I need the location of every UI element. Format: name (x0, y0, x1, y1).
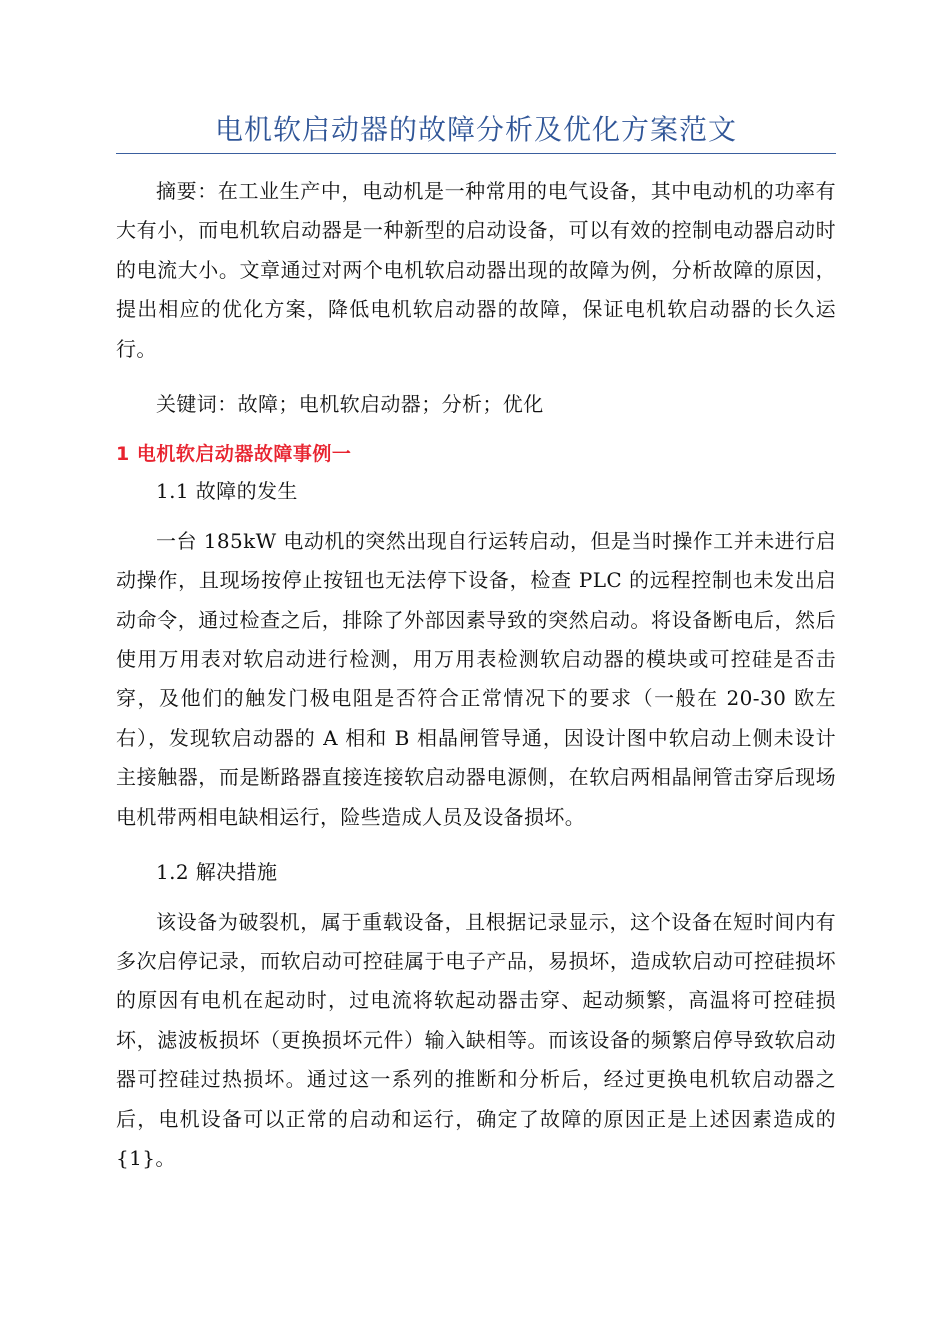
abstract-paragraph: 摘要：在工业生产中，电动机是一种常用的电气设备，其中电动机的功率有大有小，而电机软启动器是一种新型的启动设备，可以有效的控制电动器启动时的电流大小。文章通过对两个电机软启动器出现的故障为例，分析故障的原因，提出相应的优化方案，降低电机软启动器的故障，保证电机软启动器的长久运行。 (116, 179, 836, 361)
subsection-1-1-heading: 1.1 故障的发生 (156, 479, 298, 504)
section-1-heading: 1 电机软启动器故障事例一 (116, 443, 352, 466)
title-underline (116, 153, 836, 154)
keywords-line: 关键词：故障；电机软启动器；分析；优化 (156, 392, 544, 417)
subsection-1-2-heading: 1.2 解决措施 (156, 860, 278, 885)
document-body (116, 172, 836, 1178)
subsection-1-2-body: 该设备为破裂机，属于重载设备，且根据记录显示，这个设备在短时间内有多次启停记录，而软启动可控硅属于电子产品，易损坏，造成软启动可控硅损坏的原因有电机在起动时，过电流将软起动器击穿、起动频繁，高温将可控硅损坏，滤波板损坏（更换损坏元件）输入缺相等。而该设备的频繁启停导致软启动器可控硅过热损坏。通过这一系列的推断和分析后，经过更换电机软启动器之后，电机设备可以正常的启动和运行，确定了故障的原因正是上述因素造成的{1}。 (116, 909, 836, 1170)
subsection-1-1-body: 一台 185kW 电动机的突然出现自行运转启动，但是当时操作工并未进行启动操作，且现场按停止按钮也无法停下设备，检查 PLC 的远程控制也未发出启动命令，通过检查之后，排除了外部因素导致的突然启动。将设备断电后，然后使用万用表对软启动进行检测，用万用表检测软启动器的模块或可控硅是否击穿，及他们的触发门极电阻是否符合正常情况下的要求（一般在 20-30 欧左右），发现软启动器的 A 相和 B 相晶闸管导通，因设计图中软启动上侧未设计主接触器，而是断路器直接连接软启动器电源侧，在软启两相晶闸管击穿后现场电机带两相电缺相运行，险些造成人员及设备损坏。 (116, 528, 836, 829)
document-title: 电机软启动器的故障分析及优化方案范文 (214, 113, 737, 146)
